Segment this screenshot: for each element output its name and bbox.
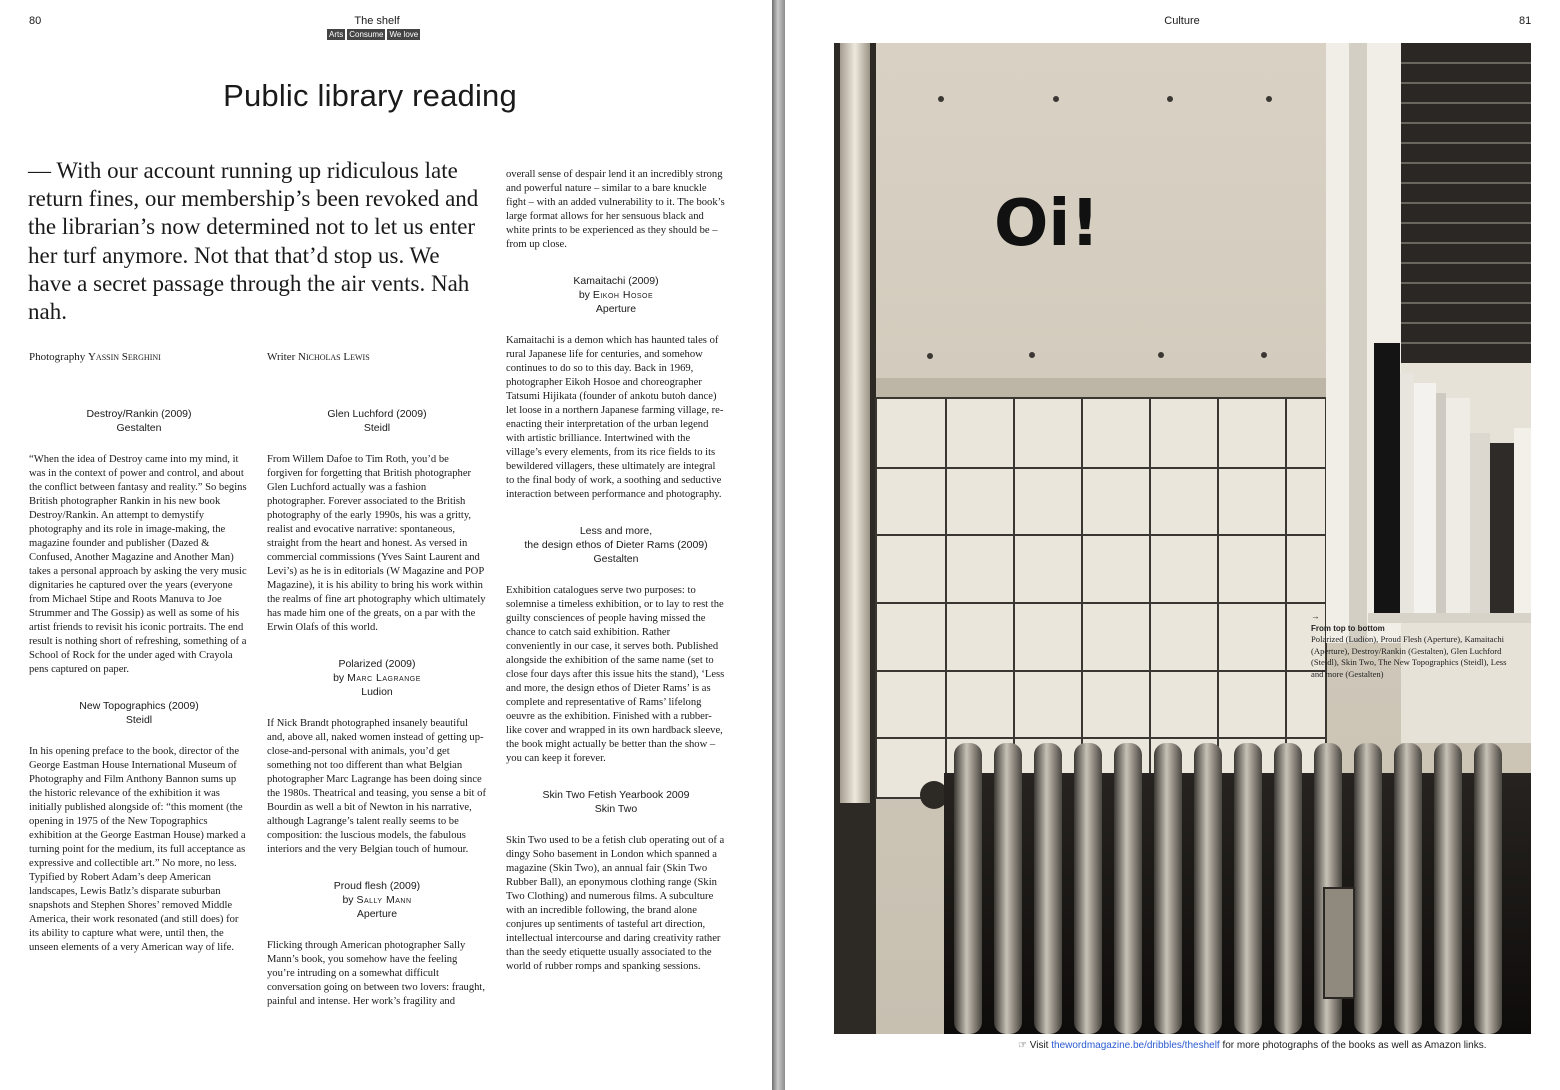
tag-we-love[interactable]: We love — [389, 30, 419, 39]
book-review: If Nick Brandt photographed insanely beautiful and, above all, naked women instead of getting up-close-and-personal with animals, you’d get something not too different than what Belgian photographer Marc Lagrange has been doing since the 1980s. Theatrical and teasing, you sense a bit of Bourdin as well a bit of Newton in his narrative, although Lagrange’s talent really seems to be composition: the luscious models, the fabulous interiors and the very Belgian touch of humour. — [267, 718, 486, 855]
ledge — [876, 378, 1326, 398]
book-publisher: Skin Two — [594, 803, 638, 815]
page-number-right: 81 — [1519, 15, 1532, 27]
book-title: Kamaitachi (2009) — [573, 275, 659, 287]
book-title: Skin Two Fetish Yearbook 2009 — [542, 789, 690, 801]
photography-credit — [29, 351, 161, 363]
book-review: Flicking through American photographer Sally Mann’s book, you somehow have the feeling you’re intruding on a somewhat difficult conversation going on between two lovers: fraught, painful and intense. Her work’s fragility and — [267, 940, 485, 1007]
book-title: New Topographics (2009) — [79, 700, 199, 712]
photo-caption — [1311, 611, 1511, 681]
book-author: Eikoh Hosoe — [592, 289, 654, 301]
photography-label: Photography — [29, 351, 86, 363]
book-review: Skin Two used to be a fetish club operating out of a dingy Soho basement in London which spanned a magazine (Skin Two), an annual fair (Skin Two Rubber Ball), an eponymous clothing range (Skin Two Clothing) and numerous films. A subculture with an incredible following, the brand alone conjures up sentiments of tasteful art direction, intellectual intercourse and daring creativity rather than the seedy etiquette usually associated to the world of rubber romps and spanking sessions. — [506, 835, 725, 972]
book-review: From Willem Dafoe to Tim Roth, you’d be forgiven for forgetting that British photographer Glen Luchford actually was a fashion photographer. Forever associated to the British photography of the early 1990s, his was a gritty, realist and evocative narrative: spontaneous, straight from the heart and honest. As versed in commercial commissions (Yves Saint Laurent and Levi’s) as he is in editorials (W Magazine and POP Magazine), it is his ability to bring his work within the realms of fine art photography which ultimately has made him one of the greats, on a par with the Erwin Olafs of this world. — [267, 454, 486, 633]
right-page — [785, 0, 1560, 1090]
column-3 — [506, 168, 726, 990]
book-review: In his opening preface to the book, director of the George Eastman House International Museum of Photography and Film Anthony Bannon sums up the historic relevance of the exhibition it was initially published alongside of: “this moment (the opening in 1975 of the New Topographics exhibition at the George Eastman House) marked a turning point for the medium, its full acceptance as expressive and collectible art.” No more, no less. Typified by Robert Adam’s deep American landscapes, Lewis Batlz’s disparate suburban snapshots and Stephen Shores’ removed Middle America, their work resonated (and still does) for its ability to capture what were, until then, the unseen elements of a very American way of life. — [29, 746, 246, 953]
column-2 — [267, 407, 487, 1025]
tag-consume[interactable]: Consume — [349, 30, 384, 39]
photo-illustration — [834, 43, 1531, 1034]
book-heading — [267, 657, 487, 699]
photographer-name: Yassin Serghini — [87, 351, 161, 363]
tag-list — [327, 29, 420, 40]
book-publisher: Gestalten — [593, 553, 639, 565]
thermometer — [1324, 888, 1354, 998]
writer-label: Writer — [267, 351, 296, 363]
book-author: Marc Lagrange — [347, 672, 421, 684]
book-title: the design ethos of Dieter Rams (2009) — [524, 539, 708, 551]
tag-arts[interactable]: Arts — [329, 30, 344, 39]
book-author-line: by Marc Lagrange — [333, 672, 421, 684]
book-publisher: Ludion — [361, 686, 393, 698]
footer-link[interactable]: thewordmagazine.be/dribbles/theshelf — [1051, 1040, 1220, 1051]
writer-credit — [267, 351, 370, 363]
arrow-icon: → — [1311, 611, 1320, 621]
caption-text: Polarized (Ludion), Proud Flesh (Aperture), Kamaitachi (Aperture), Destroy/Rankin (Gestalten), Glen Luchford (Steidl), Skin Two, The New Topographics (Steidl), Less and more (Gestalten) — [1311, 634, 1507, 679]
book-title: Proud flesh (2009) — [333, 880, 421, 892]
caption-title: From top to bottom — [1311, 623, 1385, 633]
pipe — [840, 43, 870, 803]
valve-knob — [920, 781, 948, 809]
footer-prefix: Visit — [1029, 1040, 1049, 1051]
book-author-line: by Sally Mann — [342, 894, 412, 906]
book-author-line: by Eikoh Hosoe — [578, 289, 654, 301]
book-heading — [29, 407, 249, 435]
pointer-hand-icon: ☞ — [1018, 1040, 1027, 1051]
writer-name: Nicholas Lewis — [298, 351, 370, 363]
book-review: “When the idea of Destroy came into my mind, it was in the context of power and control, and about the conflict between fantasy and reality.” So begins British photographer Rankin in his new book Destroy/Rankin. An attempt to demystify photography and its role in image-making, the magazine founder and publisher (Dazed & Confused, Another Magazine and Another Man) takes a personal approach by asking the very music dignitaries he captured over the years (everyone from Michael Stipe and Roots Manuva to Joe Strummer and The Gossip) as well as some of his artist friends to revisit his iconic portraits. The end result is nothing short of refreshing, something of a School of Rock for the under aged with Crayola pens captured on paper. — [29, 454, 247, 675]
book-heading — [267, 879, 487, 921]
book-review: Kamaitachi is a demon which has haunted tales of rural Japanese life for centuries, and somehow continues to do so to this day. Back in 1969, photographer Eikoh Hosoe and choreographer Tatsumi Hijikata (founder of ankotu butoh dance) let loose in a northern Japanese farming village, re-enacting their interpretation of the urban legend with artistic brilliance. Intertwined with the village’s every elements, from its rice fields to its bewildered villagers, these ultimately are integral to the final body of work, a soothing and seductive interaction between performance and photography. — [506, 335, 724, 500]
page-title: Public library reading — [223, 78, 517, 113]
book-heading — [506, 788, 726, 816]
bookshelf-photo — [834, 43, 1531, 1034]
book-publisher: Gestalten — [116, 422, 162, 434]
book-heading — [506, 274, 726, 316]
book-publisher: Steidl — [125, 714, 153, 726]
book-title: Destroy/Rankin (2009) — [86, 408, 192, 420]
section-title-right: Culture — [1164, 15, 1200, 27]
intro-paragraph: — With our account running up ridiculous late return fines, our membership’s been revoked and the librarian’s now determined not to let us enter her turf anymore. Not that that’d stop us. We have a secret passage through the air vents. Nah nah. — [28, 158, 479, 325]
book-publisher: Aperture — [356, 908, 398, 920]
book-author: Sally Mann — [356, 894, 412, 906]
book-publisher: Aperture — [595, 303, 637, 315]
book-heading — [29, 699, 249, 727]
book-review-continued: overall sense of despair lend it an incredibly strong and powerful nature – similar to a bare knuckle fight – with an added vulnerability to it. The book’s large format allows for her sensuous black and white prints to be experienced as they should be – from up close. — [506, 169, 725, 250]
book-review: Exhibition catalogues serve two purposes: to solemnise a timeless exhibition, or to lay to rest the guilty consciences of people having missed the chance to catch said exhibition. Rather conveniently in our case, it serves both. Published alongside the exhibition of the same name (set to close four days after this issue hits the stand), ‘Less and more, the design ethos of Dieter Rams’ is as complete and representative of Rams’ lifelong oeuvre as the exhibition. Finished with a rubber-like cover and wrapped in its own hardback sleeve, the book might actually be better than the show – you can keep it forever. — [506, 585, 725, 764]
book-title: Polarized (2009) — [338, 658, 416, 670]
column-1 — [29, 407, 249, 971]
book-publisher: Steidl — [363, 422, 391, 434]
graffiti-text: Oi! — [994, 187, 1100, 261]
footer-suffix: for more photographs of the books as well as Amazon links. — [1222, 1040, 1487, 1051]
tile-grid — [876, 398, 1326, 798]
book-heading — [267, 407, 487, 435]
footer-note — [1018, 1040, 1487, 1051]
page-gutter — [772, 0, 785, 1090]
book-heading — [506, 524, 726, 566]
left-page — [0, 0, 772, 1090]
book-title: Glen Luchford (2009) — [327, 408, 427, 420]
section-title: The shelf — [354, 15, 400, 27]
page-number-left: 80 — [29, 15, 42, 27]
book-title: Less and more, — [579, 525, 653, 537]
